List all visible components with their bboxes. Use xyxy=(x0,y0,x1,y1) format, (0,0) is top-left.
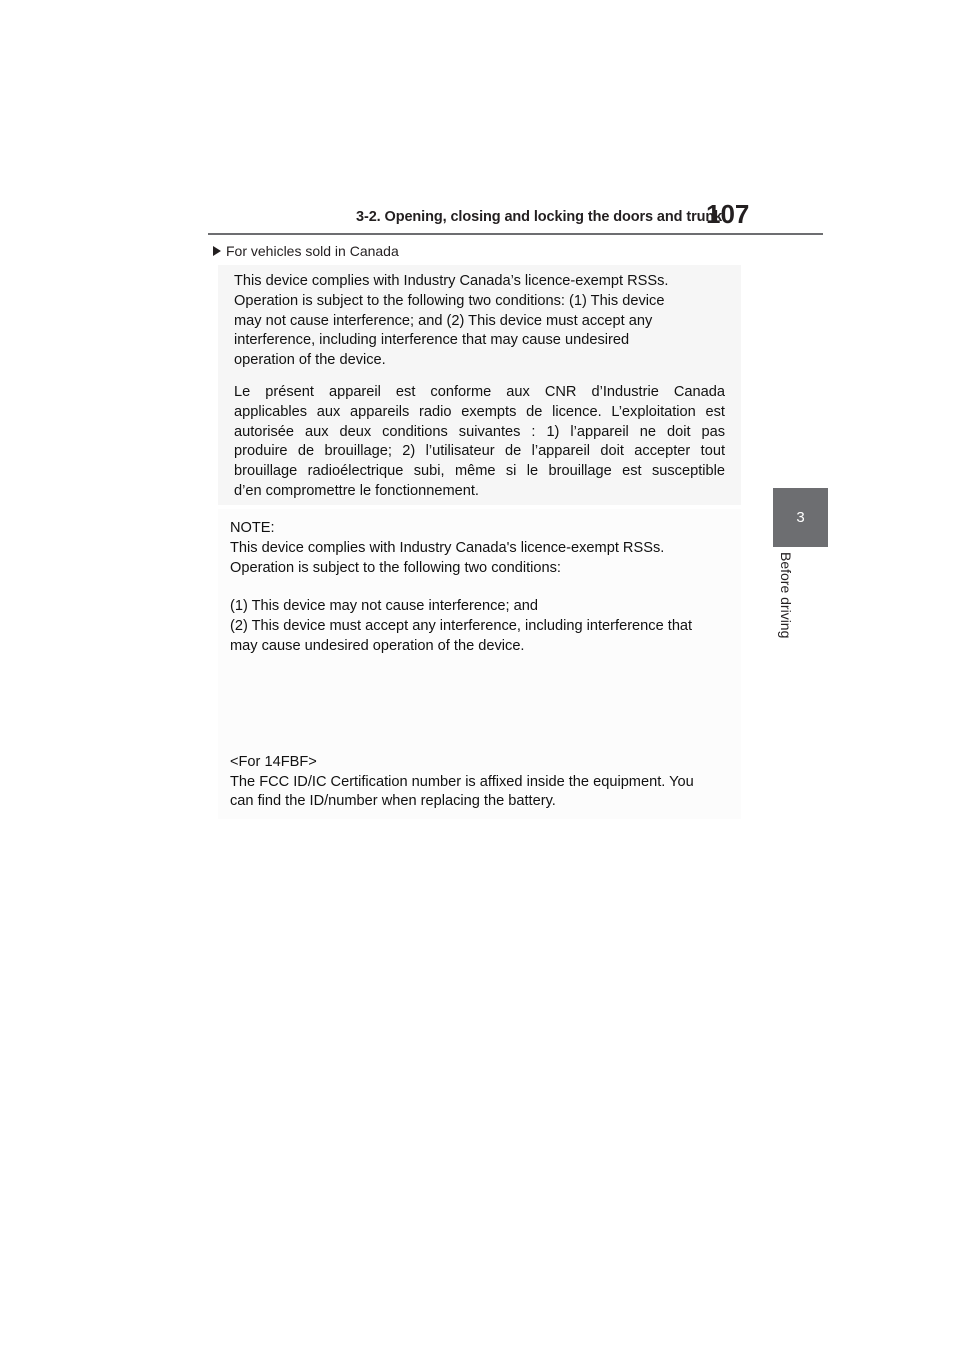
chapter-number: 3 xyxy=(796,509,805,526)
english-notice xyxy=(234,272,725,371)
notice-line: may not cause interference; and (2) This device must accept any xyxy=(234,312,653,329)
notice-line: produire de brouillage; 2) l’utilisateur de l’appareil doit accepter tout xyxy=(234,443,725,460)
note-line: may cause undesired operation of the device. xyxy=(230,637,525,654)
notice-line: Operation is subject to the following two conditions: (1) This device xyxy=(234,292,665,309)
note-line: can find the ID/number when replacing the battery. xyxy=(230,793,556,810)
lead-in-text: For vehicles sold in Canada xyxy=(226,243,399,259)
note-scan-block xyxy=(218,509,741,819)
notice-line: interference, including interference that may cause undesired xyxy=(234,332,630,349)
note-text xyxy=(230,519,729,578)
lead-in xyxy=(213,243,399,259)
note-line: Operation is subject to the following two conditions: xyxy=(230,559,561,576)
note-line: (2) This device must accept any interference, including interference that xyxy=(230,618,693,635)
spacer xyxy=(230,657,729,753)
notice-line: operation of the device. xyxy=(234,352,386,369)
header-divider xyxy=(208,233,823,235)
model-tag: <For 14FBF> xyxy=(230,753,317,770)
note-heading: NOTE: xyxy=(230,520,275,536)
note-line: The FCC ID/IC Certification number is affixed inside the equipment. You xyxy=(230,773,694,790)
chapter-title: Before driving xyxy=(778,552,794,639)
note-fcc xyxy=(230,753,729,812)
notice-line: This device complies with Industry Canada’s licence-exempt RSSs. xyxy=(234,273,669,289)
notice-line: applicables aux appareils radio exempts de licence. L’exploitation est xyxy=(234,403,725,420)
page-number: 107 xyxy=(706,199,750,229)
chapter-tab xyxy=(773,488,828,547)
spacer xyxy=(230,578,729,597)
triangle-bullet-icon xyxy=(213,246,221,256)
section-title: 3-2. Opening, closing and locking the doors and trunk xyxy=(356,209,723,225)
note-conditions xyxy=(230,597,729,656)
french-notice xyxy=(234,383,725,502)
note-line: This device complies with Industry Canada's licence-exempt RSSs. xyxy=(230,539,665,556)
notice-scan-block xyxy=(218,265,741,505)
notice-line: brouillage radioélectrique subi, même si le brouillage est susceptible xyxy=(234,463,725,480)
note-line: (1) This device may not cause interference; and xyxy=(230,598,538,615)
notice-line: d’en compromettre le fonctionnement. xyxy=(234,482,479,499)
notice-line: autorisée aux deux conditions suivantes : 1) l’appareil ne doit pas xyxy=(234,423,725,440)
notice-line: Le présent appareil est conforme aux CNR d’Industrie Canada xyxy=(234,383,725,400)
